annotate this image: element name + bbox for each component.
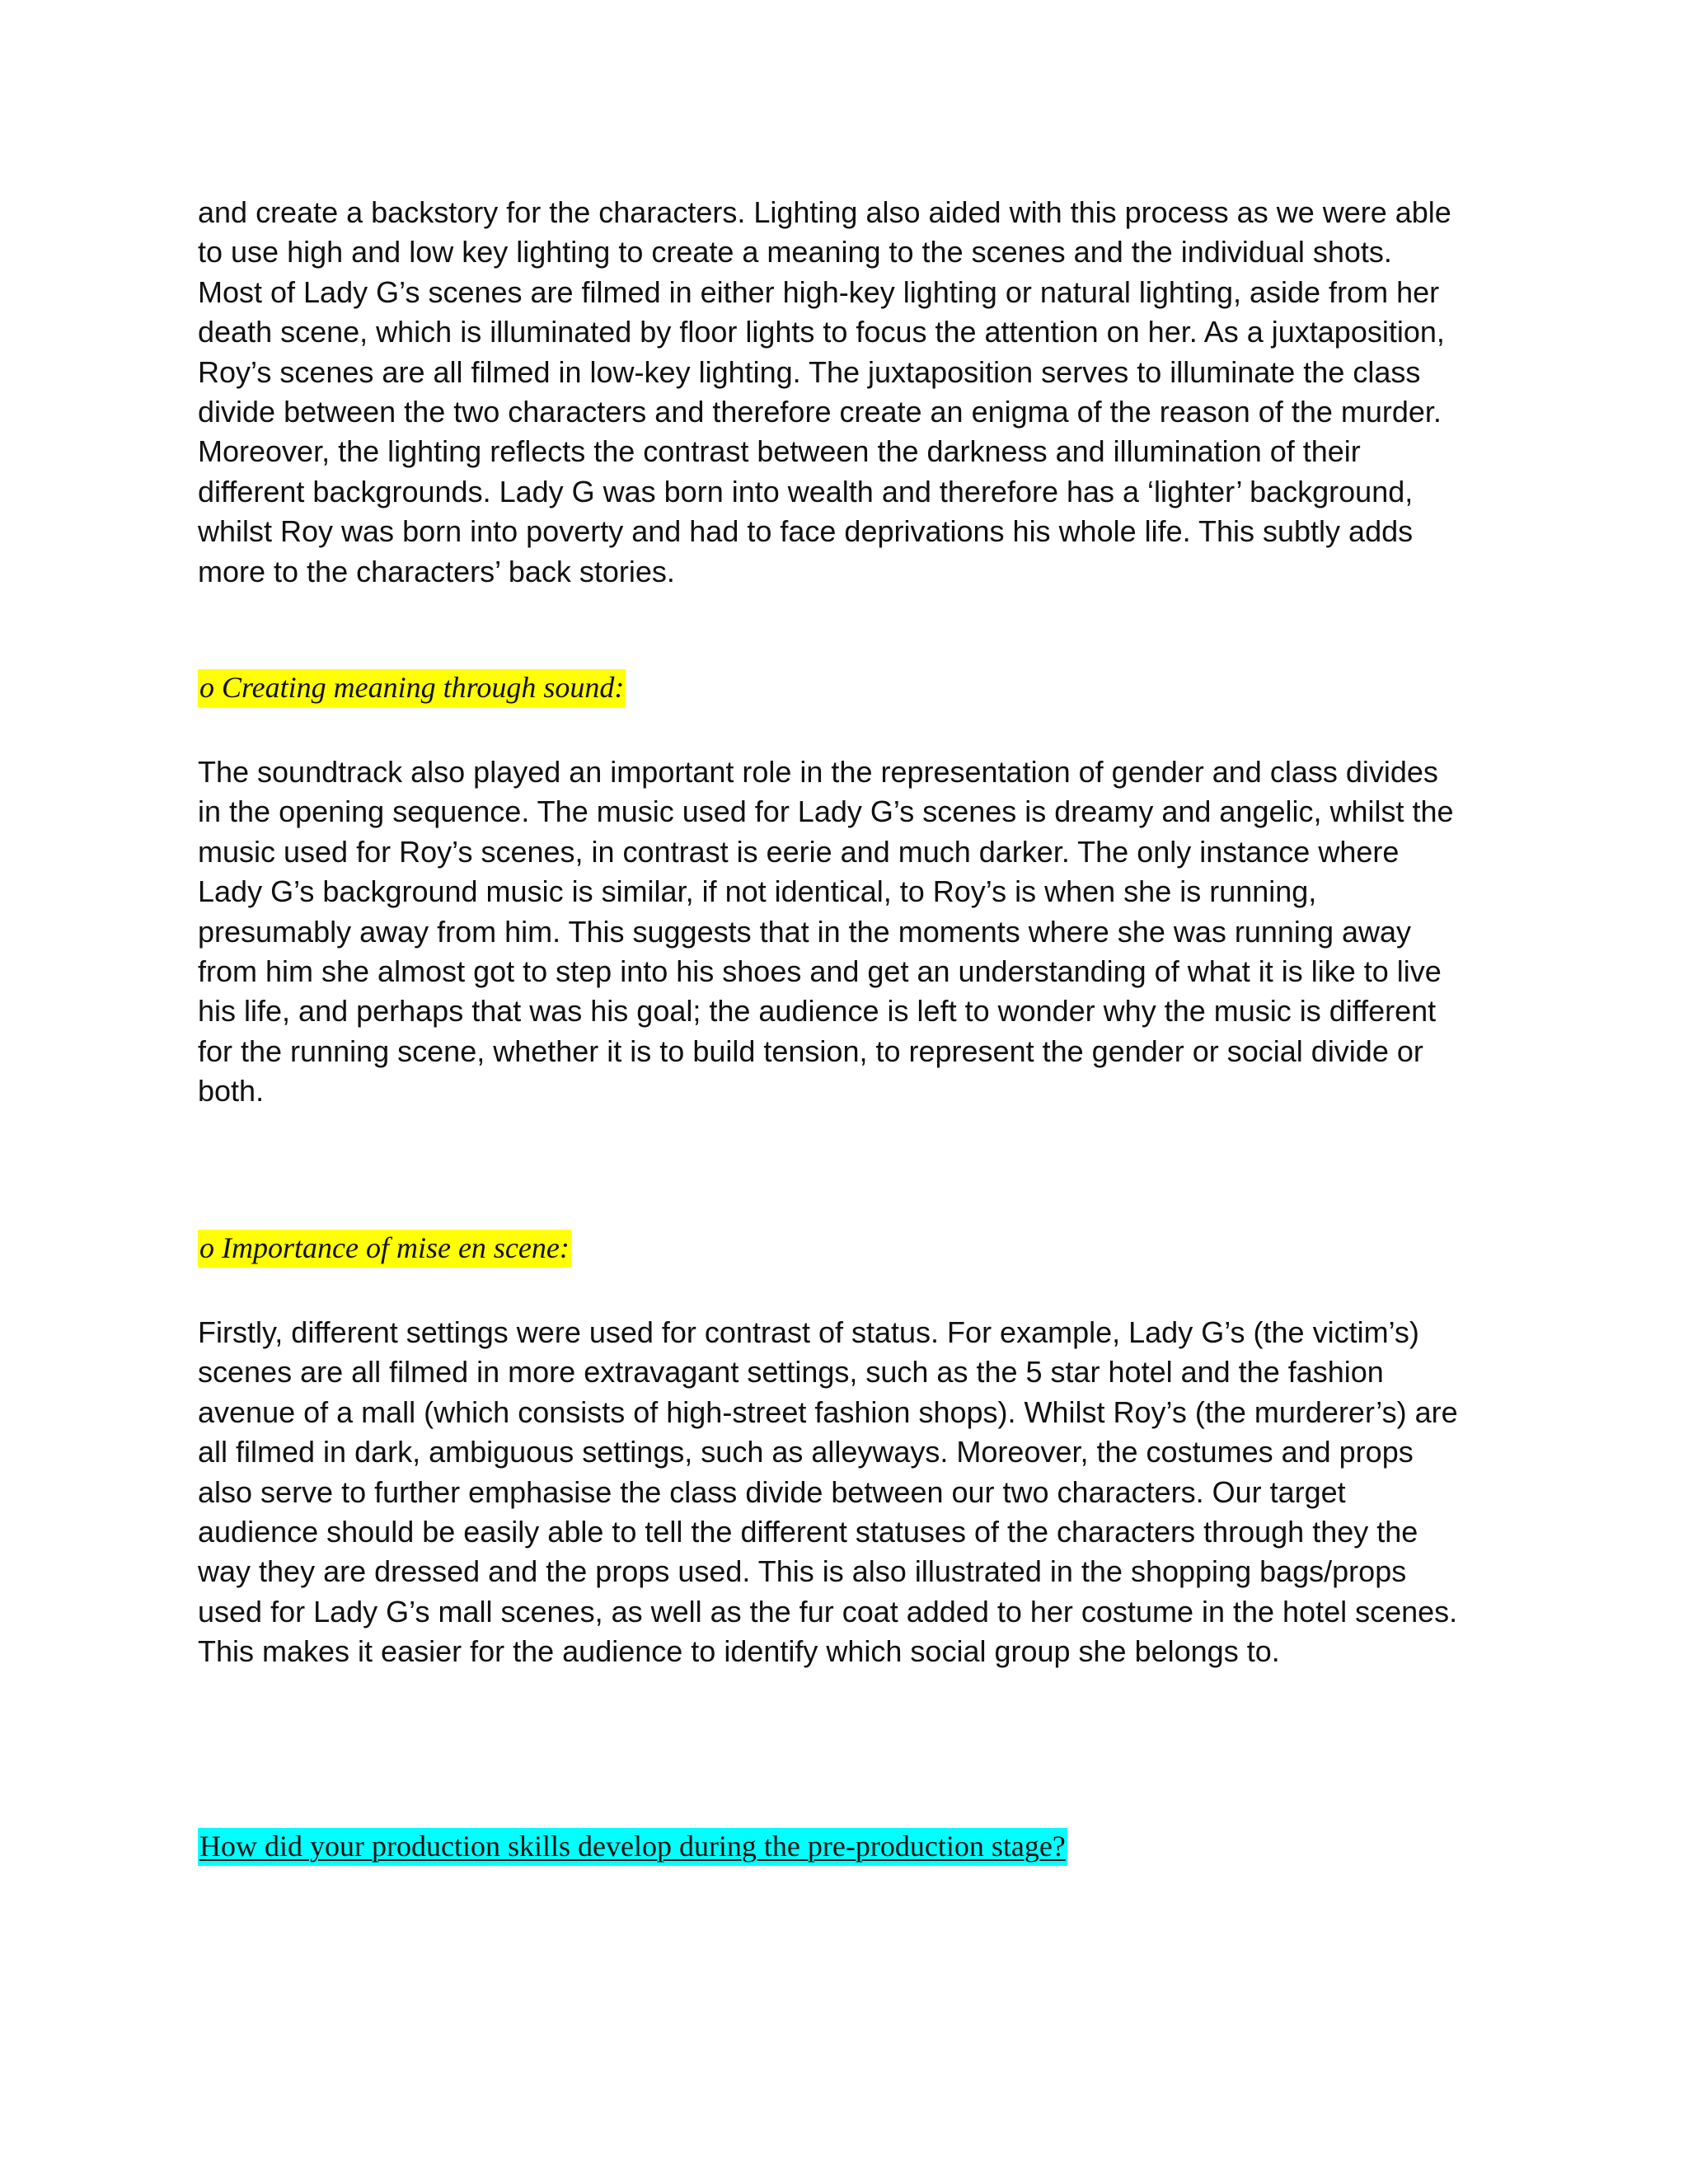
paragraph-line: divide between the two characters and therefore create an enigma of the reason of the murder. — [198, 395, 1442, 429]
highlighted-question-text: How did your production skills develop during the pre-production stage? — [198, 1828, 1067, 1866]
paragraph-line: in the opening sequence. The music used for Lady G’s scenes is dreamy and angelic, whilst the — [198, 794, 1454, 829]
paragraph-line: more to the characters’ back stories. — [198, 554, 675, 588]
paragraph-line: to use high and low key lighting to create a meaning to the scenes and the individual shots. — [198, 235, 1392, 269]
paragraph-line: audience should be easily able to tell the different statuses of the characters through they the — [198, 1515, 1418, 1549]
paragraph-line: way they are dressed and the props used. This is also illustrated in the shopping bags/props — [198, 1554, 1407, 1589]
paragraph-line: from him she almost got to step into his shoes and get an understanding of what it is like to live — [198, 954, 1442, 989]
paragraph-line: and create a backstory for the characters. Lighting also aided with this process as we were able — [198, 195, 1451, 229]
paragraph-lighting — [198, 193, 1500, 592]
paragraph-line: different backgrounds. Lady G was born into wealth and therefore has a ‘lighter’ background, — [198, 474, 1414, 509]
paragraph-line: whilst Roy was born into poverty and had to face deprivations his whole life. This subtly adds — [198, 514, 1414, 549]
paragraph-line: all filmed in dark, ambiguous settings, such as alleyways. Moreover, the costumes and props — [198, 1435, 1414, 1469]
paragraph-line: avenue of a mall (which consists of high-street fashion shops). Whilst Roy’s (the murderer’s) are — [198, 1394, 1458, 1429]
paragraph-line: both. — [198, 1074, 265, 1108]
paragraph-line: The soundtrack also played an important role in the representation of gender and class divides — [198, 755, 1438, 789]
paragraph-line: presumably away from him. This suggests that in the moments where she was running away — [198, 914, 1412, 949]
paragraph-line: Moreover, the lighting reflects the contrast between the darkness and illumination of their — [198, 434, 1361, 469]
paragraph-line: death scene, which is illuminated by floor lights to focus the attention on her. As a juxtaposition, — [198, 315, 1445, 349]
paragraph-line: scenes are all filmed in more extravagant settings, such as the 5 star hotel and the fashion — [198, 1355, 1384, 1390]
paragraph-mise-en-scene — [198, 1313, 1500, 1672]
paragraph-sound — [198, 752, 1500, 1112]
paragraph-line: Most of Lady G’s scenes are filmed in either high-key lighting or natural lighting, aside from her — [198, 274, 1440, 309]
paragraph-line: Firstly, different settings were used for contrast of status. For example, Lady G’s (the victim’s) — [198, 1315, 1419, 1349]
paragraph-line: Roy’s scenes are all filmed in low-key lighting. The juxtaposition serves to illuminate the class — [198, 354, 1421, 389]
paragraph-line: music used for Roy’s scenes, in contrast is eerie and much darker. The only instance where — [198, 834, 1400, 869]
paragraph-line: This makes it easier for the audience to identify which social group she belongs to. — [198, 1634, 1280, 1669]
section-heading-mise-en-scene — [198, 1230, 571, 1265]
paragraph-line: for the running scene, whether it is to build tension, to represent the gender or social divide or — [198, 1033, 1423, 1068]
paragraph-line: his life, and perhaps that was his goal; the audience is left to wonder why the music is different — [198, 994, 1437, 1029]
paragraph-line: Lady G’s background music is similar, if not identical, to Roy’s is when she is running, — [198, 874, 1317, 909]
highlighted-heading-text: o Creating meaning through sound: — [198, 669, 626, 707]
highlighted-heading-text: o Importance of mise en scene: — [198, 1230, 571, 1268]
paragraph-line: used for Lady G’s mall scenes, as well as the fur coat added to her costume in the hotel scenes. — [198, 1594, 1458, 1629]
section-heading-sound — [198, 670, 626, 705]
question-heading — [198, 1829, 1067, 1863]
paragraph-line: also serve to further emphasise the class divide between our two characters. Our target — [198, 1474, 1346, 1509]
